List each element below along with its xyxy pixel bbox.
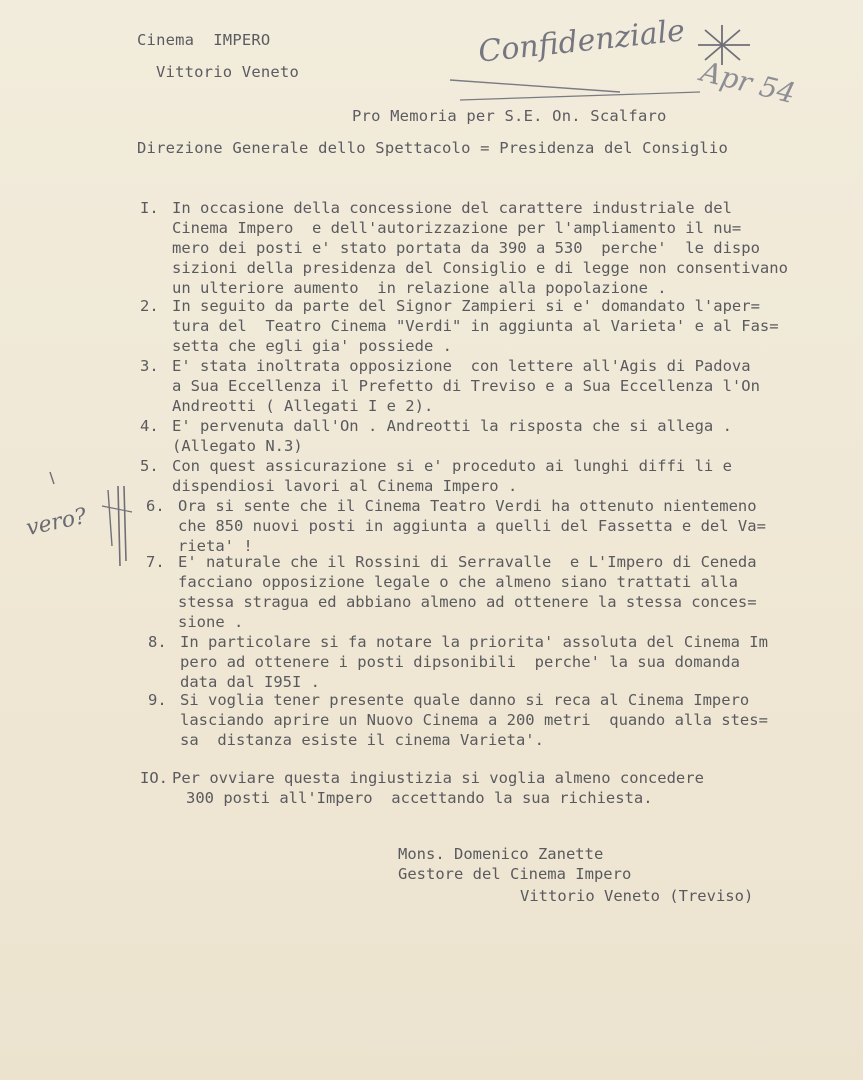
item-line: Per ovviare questa ingiustizia si voglia almeno concedere — [172, 769, 704, 787]
item-line: Andreotti ( Allegati I e 2). — [172, 397, 434, 415]
item-line: pero ad ottenere i posti dipsonibili perche' la sua domanda — [180, 653, 740, 671]
item-line: Si voglia tener presente quale danno si reca al Cinema Impero — [180, 691, 750, 709]
item-line: setta che egli gia' possiede . — [172, 337, 452, 355]
item-line: In seguito da parte del Signor Zampieri si e' domandato l'aper= — [172, 297, 760, 315]
signature-name: Mons. Domenico Zanette — [398, 845, 604, 863]
item-line: In occasione della concessione del carattere industriale del — [172, 199, 732, 217]
item-line: a Sua Eccellenza il Prefetto di Treviso e a Sua Eccellenza l'On — [172, 377, 760, 395]
header-city: Vittorio Veneto — [156, 63, 299, 81]
signature-role: Gestore del Cinema Impero — [398, 865, 632, 883]
item-line: sa distanza esiste il cinema Varieta'. — [180, 731, 544, 749]
margin-mark — [108, 490, 112, 546]
item-number: 8. — [148, 633, 167, 651]
item-line: facciano opposizione legale o che almeno siano trattati alla — [178, 573, 738, 591]
item-line: che 850 nuovi posti in aggiunta a quelli del Fassetta e del Va= — [178, 517, 766, 535]
item-line: sizioni della presidenza del Consiglio e di legge non consentivano — [172, 259, 788, 277]
item-line: dispendiosi lavori al Cinema Impero . — [172, 477, 518, 495]
underline-stroke-2 — [460, 92, 700, 100]
item-number: IO. — [140, 769, 168, 787]
item-line: E' pervenuta dall'On . Andreotti la risposta che si allega . — [172, 417, 732, 435]
margin-marks — [36, 466, 136, 576]
item-number: 2. — [140, 297, 159, 315]
item-line: Con quest assicurazione si e' proceduto ai lunghi diffi li e — [172, 457, 732, 475]
handwritten-confidential: Confidenziale — [476, 13, 687, 70]
item-line: Ora si sente che il Cinema Teatro Verdi ha ottenuto nientemeno — [178, 497, 757, 515]
handwritten-date: Apr 54 — [697, 54, 799, 111]
item-line: (Allegato N.3) — [172, 437, 303, 455]
item-number: I. — [140, 199, 159, 217]
margin-mark — [124, 486, 126, 561]
item-line: stessa stragua ed abbiano almeno ad ottenere la stessa conces= — [178, 593, 757, 611]
item-line: rieta' ! — [178, 537, 253, 555]
item-number: 4. — [140, 417, 159, 435]
pro-memoria-title: Pro Memoria per S.E. On. Scalfaro — [352, 107, 667, 125]
margin-mark — [118, 486, 120, 566]
item-number: 5. — [140, 457, 159, 475]
item-line: data dal I95I . — [180, 673, 320, 691]
item-line: E' stata inoltrata opposizione con lettere all'Agis di Padova — [172, 357, 751, 375]
margin-mark — [50, 472, 54, 484]
header-cinema: Cinema IMPERO — [137, 31, 271, 49]
item-line: sione . — [178, 613, 244, 631]
item-number: 7. — [146, 553, 165, 571]
margin-mark — [102, 506, 132, 512]
direzione-title: Direzione Generale dello Spettacolo = Presidenza del Consiglio — [137, 139, 728, 157]
signature-place: Vittorio Veneto (Treviso) — [520, 887, 754, 905]
item-number: 6. — [146, 497, 165, 515]
item-line: un ulteriore aumento in relazione alla popolazione . — [172, 279, 667, 297]
item-number: 9. — [148, 691, 167, 709]
item-line: mero dei posti e' stato portata da 390 a 530 perche' le dispo — [172, 239, 760, 257]
item-line: lasciando aprire un Nuovo Cinema a 200 metri quando alla stes= — [180, 711, 768, 729]
item-number: 3. — [140, 357, 159, 375]
underline-stroke — [450, 80, 620, 92]
item-line: E' naturale che il Rossini di Serravalle e L'Impero di Ceneda — [178, 553, 757, 571]
item-line: 300 posti all'Impero accettando la sua richiesta. — [186, 789, 653, 807]
item-line: tura del Teatro Cinema "Verdi" in aggiunta al Varieta' e al Fas= — [172, 317, 779, 335]
item-line: In particolare si fa notare la priorita' assoluta del Cinema Im — [180, 633, 768, 651]
item-line: Cinema Impero e dell'autorizzazione per l'ampliamento il nu= — [172, 219, 742, 237]
margin-note: vero? — [24, 503, 89, 542]
